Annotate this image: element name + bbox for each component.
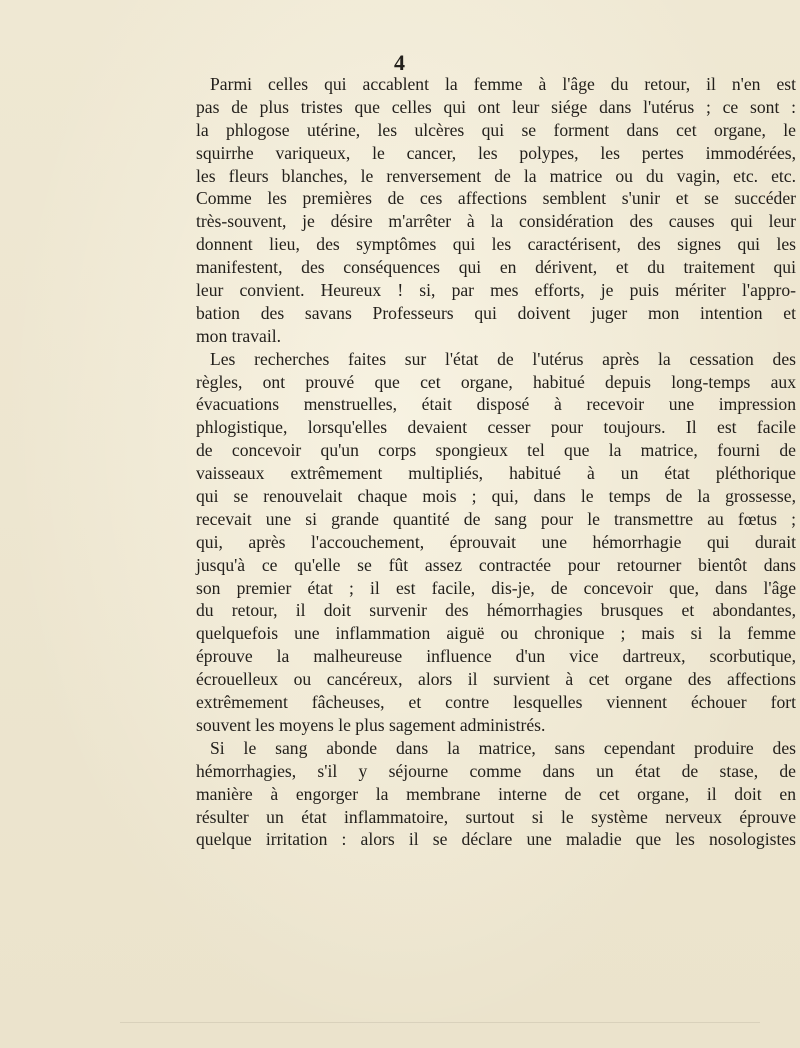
text-line: phlogistique, lorsqu'elles devaient cesser pour toujours. Il est facile [196,417,796,438]
text-line: éprouve la malheureuse influence d'un vice dartreux, scorbutique, [196,646,796,667]
text-line: manifestent, des conséquences qui en dérivent, et du traitement qui [196,257,796,278]
page-number: 4 [394,50,406,75]
text-line: qui se renouvelait chaque mois ; qui, dans le temps de la grossesse, [196,486,796,507]
text-line: très-souvent, je désire m'arrêter à la considération des causes qui leur [196,211,796,232]
text-line: qui, après l'accouchement, éprouvait une hémorrhagie qui durait [196,531,796,552]
text-line: du retour, il doit survenir des hémorrhagies brusques et abondantes, [196,600,796,621]
text-line: écrouelleux ou cancéreux, alors il survient à cet organe des affections [196,669,796,690]
page-edge-shadow [120,1022,760,1023]
text-line: extrêmement fâcheuses, et contre lesquelles viennent échouer fort [196,692,796,713]
text-line: règles, ont prouvé que cet organe, habitué depuis long-temps aux [196,371,796,392]
text-line: mon travail. [196,325,282,346]
text-line: manière à engorger la membrane interne de cet organe, il doit en [196,783,796,804]
text-line: Comme les premières de ces affections semblent s'unir et se succéder [196,188,796,209]
text-line: de concevoir qu'un corps spongieux tel que la matrice, fourni de [196,440,796,461]
text-line: la phlogose utérine, les ulcères qui se forment dans cet organe, le [196,119,796,140]
text-line: souvent les moyens le plus sagement administrés. [196,714,546,735]
text-line: Les recherches faites sur l'état de l'utérus après la cessation des [210,348,796,369]
text-line: résulter un état inflammatoire, surtout si le système nerveux éprouve [196,806,796,827]
text-line: donnent lieu, des symptômes qui les caractérisent, des signes qui les [196,234,796,255]
text-line: évacuations menstruelles, était disposé à recevoir une impression [196,394,796,415]
text-line: squirrhe variqueux, le cancer, les polypes, les pertes immodérées, [196,142,796,163]
text-line: quelque irritation : alors il se déclare une maladie que les nosologistes [196,829,796,850]
text-line: Si le sang abonde dans la matrice, sans cependant produire des [210,737,796,758]
body-text [196,73,796,851]
text-line: pas de plus tristes que celles qui ont leur siége dans l'utérus ; ce sont : [196,96,796,117]
text-line: son premier état ; il est facile, dis-je, de concevoir que, dans l'âge [196,577,796,598]
text-line: jusqu'à ce qu'elle se fût assez contractée pour retourner bientôt dans [196,554,796,575]
text-line: leur convient. Heureux ! si, par mes efforts, je puis mériter l'appro- [196,280,796,301]
text-line: Parmi celles qui accablent la femme à l'âge du retour, il n'en est [210,74,796,94]
text-line: quelquefois une inflammation aiguë ou chronique ; mais si la femme [196,623,796,644]
text-line: bation des savans Professeurs qui doivent juger mon intention et [196,302,796,323]
text-line: vaisseaux extrêmement multipliés, habitué à un état pléthorique [196,463,796,484]
text-line: hémorrhagies, s'il y séjourne comme dans un état de stase, de [196,760,796,781]
text-line: les fleurs blanches, le renversement de la matrice ou du vagin, etc. etc. [196,165,796,186]
text-line: recevait une si grande quantité de sang pour le transmettre au fœtus ; [196,508,796,529]
